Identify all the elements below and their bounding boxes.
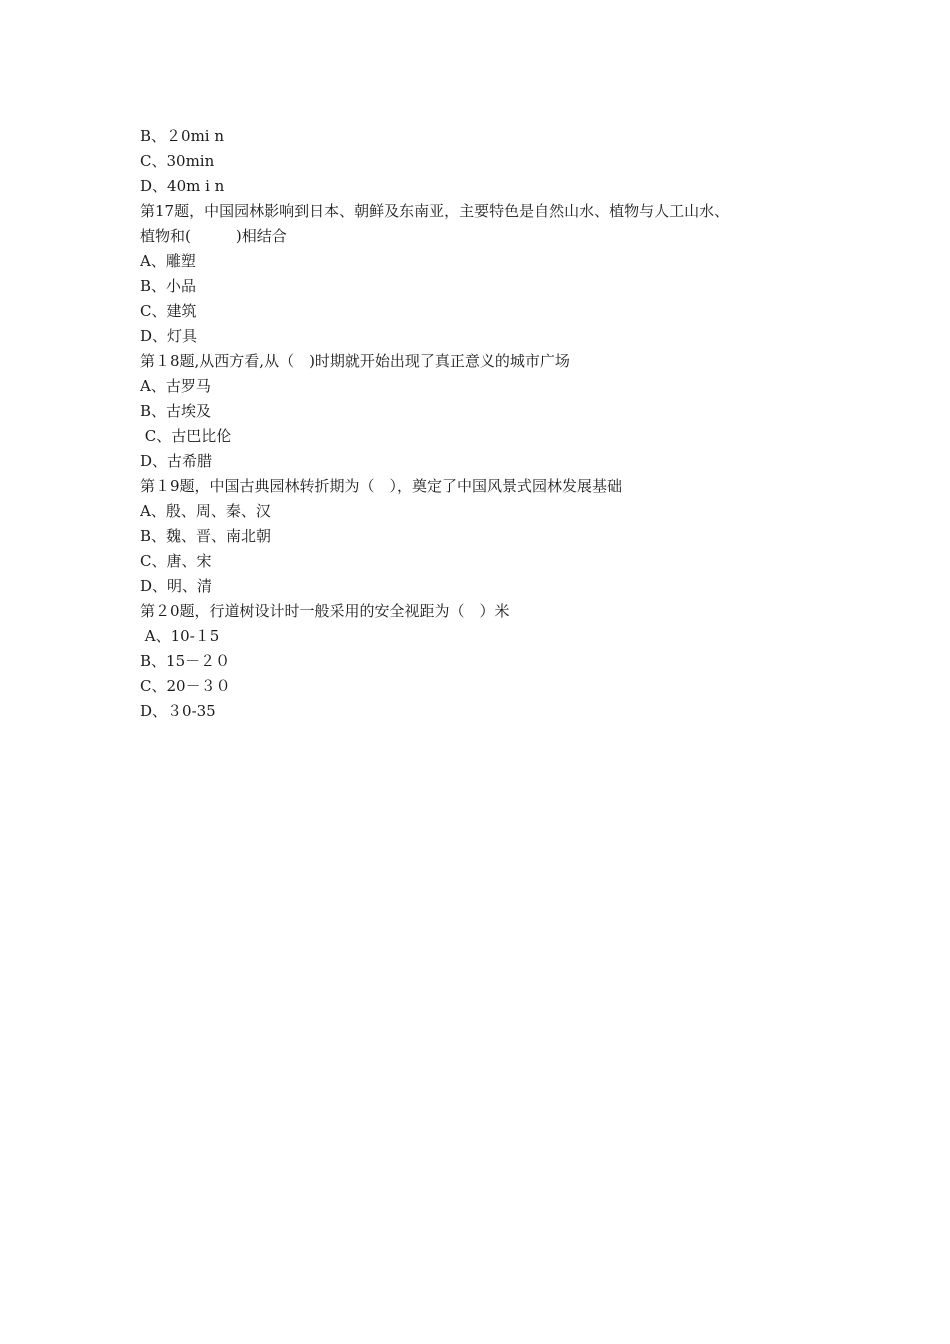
option-c-q19: C、唐、宋 [140,552,212,570]
option-c-q16: C、30min [140,152,215,170]
option-d-q17: D、灯具 [140,327,198,345]
option-a-q20: A、10-１5 [140,627,220,645]
option-b-q17: B、小品 [140,277,197,295]
option-c-q17: C、建筑 [140,302,197,320]
option-b-q16: B、２0mi n [140,127,225,145]
option-d-q18: D、古希腊 [140,452,213,470]
question-19: 第１9题，中国古典园林转折期为（ ），奠定了中国风景式园林发展基础 [140,477,623,495]
option-a-q17: A、雕塑 [140,252,196,270]
question-17: 第17题，中国园林影响到日本、朝鲜及东南亚，主要特色是自然山水、植物与人工山水、 [140,202,730,220]
question-17-continued: 植物和( )相结合 [140,227,287,245]
option-c-q20: C、20－３０ [140,677,231,695]
option-a-q19: A、殷、周、秦、汉 [140,502,271,520]
option-d-q19: D、明、清 [140,577,213,595]
option-a-q18: A、古罗马 [140,377,211,395]
question-20: 第２0题，行道树设计时一般采用的安全视距为（ ）米 [140,602,510,620]
option-d-q16: D、40m i n [140,177,225,195]
option-d-q20: D、３0-35 [140,702,216,720]
document-body [140,124,820,724]
question-18: 第１8题,从西方看,从（ )时期就开始出现了真正意义的城市广场 [140,352,570,370]
option-b-q20: B、15－２０ [140,652,231,670]
option-b-q19: B、魏、晋、南北朝 [140,527,272,545]
option-b-q18: B、古埃及 [140,402,212,420]
option-c-q18: C、古巴比伦 [140,427,232,445]
